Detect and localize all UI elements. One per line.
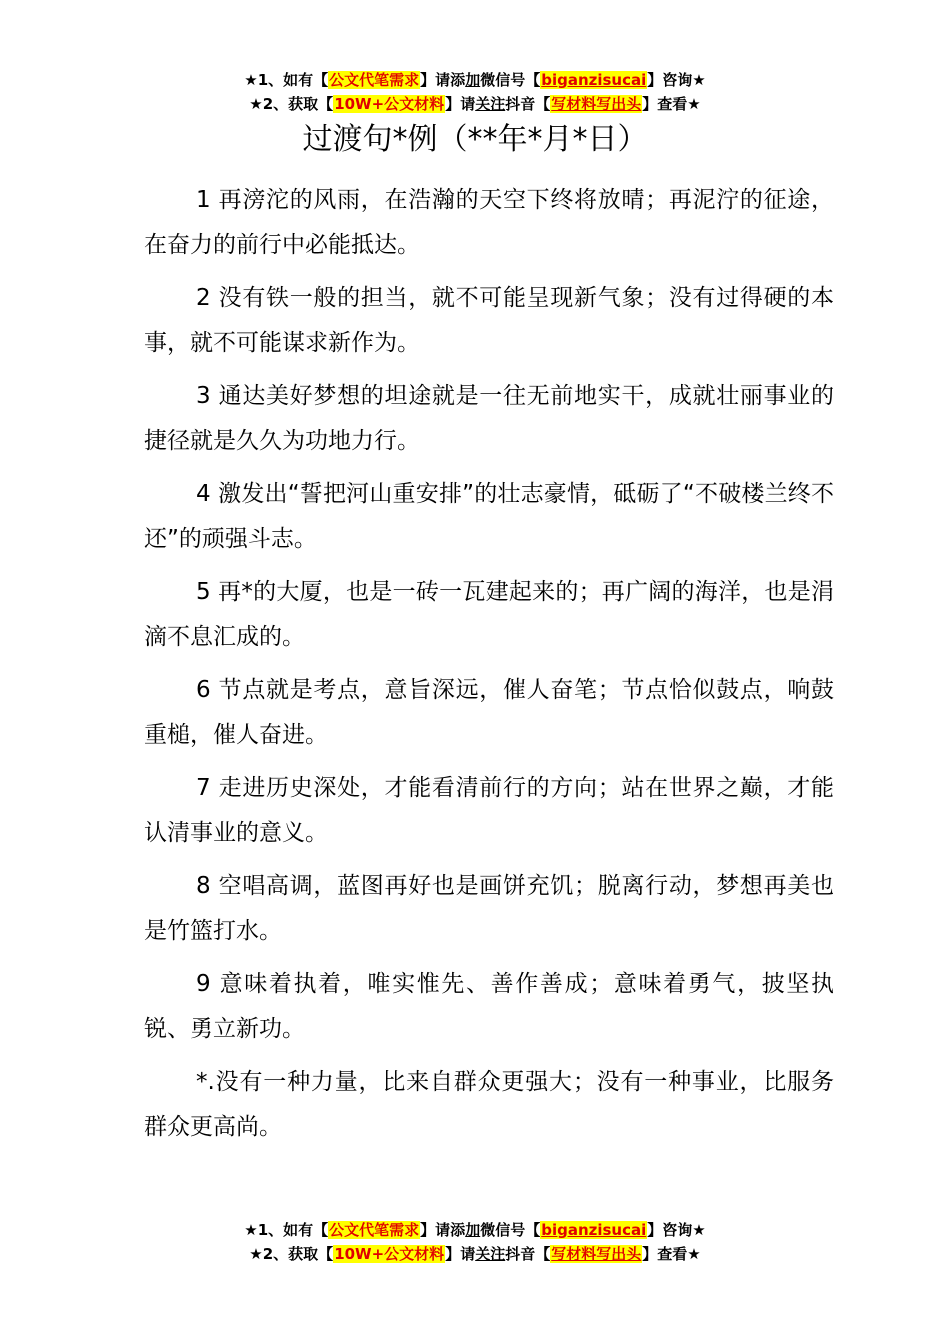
banner-text: 】查看★ (642, 95, 701, 113)
paragraph: 2 没有铁一般的担当，就不可能呈现新气象；没有过得硬的本事，就不可能谋求新作为。 (144, 285, 834, 356)
banner-underline: 关注 (475, 95, 506, 113)
banner-highlight: 写材料写出头 (551, 1245, 642, 1263)
header-banner (0, 68, 950, 116)
banner-line-2 (0, 92, 950, 116)
banner-highlight: 公文代笔需求 (329, 71, 420, 89)
banner-highlight: 公文代笔需求 (329, 1221, 420, 1239)
banner-text: 】请 (445, 95, 476, 113)
banner-text: 】查看★ (642, 1245, 701, 1263)
paragraph: 4 激发出“誓把河山重安排”的壮志豪情，砥砺了“不破楼兰终不还”的顽强斗志。 (144, 481, 834, 552)
banner-text: 】请添 (420, 71, 466, 89)
banner-highlight: biganzisucai (541, 71, 647, 89)
banner-highlight: 写材料写出头 (551, 95, 642, 113)
paragraph: 9 意味着执着，唯实惟先、善作善成；意味着勇气，披坚执锐、勇立新功。 (144, 971, 834, 1042)
banner-text: 】请添 (420, 1221, 466, 1239)
document-body (144, 178, 834, 1158)
banner-highlight: 10W+公文材料 (334, 95, 445, 113)
paragraph: *.没有一种力量，比来自群众更强大；没有一种事业，比服务群众更高尚。 (144, 1069, 834, 1140)
banner-underline: 关注 (475, 1245, 506, 1263)
banner-line-1 (0, 1218, 950, 1242)
banner-text: ★2、获取【 (249, 1245, 334, 1263)
paragraph: 5 再*的大厦，也是一砖一瓦建起来的；再广阔的海洋，也是涓滴不息汇成的。 (144, 579, 834, 650)
paragraph: 3 通达美好梦想的坦途就是一往无前地实干，成就壮丽事业的捷径就是久久为功地力行。 (144, 383, 834, 454)
banner-text: 抖音【 (505, 1245, 551, 1263)
banner-line-1 (0, 68, 950, 92)
paragraph: 6 节点就是考点，意旨深远，催人奋笔；节点恰似鼓点，响鼓重槌，催人奋进。 (144, 677, 834, 748)
banner-line-2 (0, 1242, 950, 1266)
footer-banner (0, 1218, 950, 1266)
banner-underline: 加 (465, 71, 481, 89)
banner-text: ★1、如有【 (244, 1221, 329, 1239)
banner-text: 抖音【 (505, 95, 551, 113)
banner-text: 】咨询★ (647, 1221, 706, 1239)
page-title: 过渡句*例（**年*月*日） (302, 122, 648, 157)
banner-text: 】咨询★ (647, 71, 706, 89)
paragraph: 1 再滂沱的风雨，在浩瀚的天空下终将放晴；再泥泞的征途，在奋力的前行中必能抵达。 (144, 187, 834, 258)
banner-text: 微信号【 (480, 71, 541, 89)
banner-text: 】请 (445, 1245, 476, 1263)
banner-text: 微信号【 (480, 1221, 541, 1239)
banner-highlight: biganzisucai (541, 1221, 647, 1239)
banner-text: ★1、如有【 (244, 71, 329, 89)
paragraph: 7 走进历史深处，才能看清前行的方向；站在世界之巅，才能认清事业的意义。 (144, 775, 834, 846)
banner-highlight: 10W+公文材料 (334, 1245, 445, 1263)
paragraph: 8 空唱高调，蓝图再好也是画饼充饥；脱离行动，梦想再美也是竹篮打水。 (144, 873, 834, 944)
banner-text: ★2、获取【 (249, 95, 334, 113)
banner-underline: 加 (465, 1221, 481, 1239)
